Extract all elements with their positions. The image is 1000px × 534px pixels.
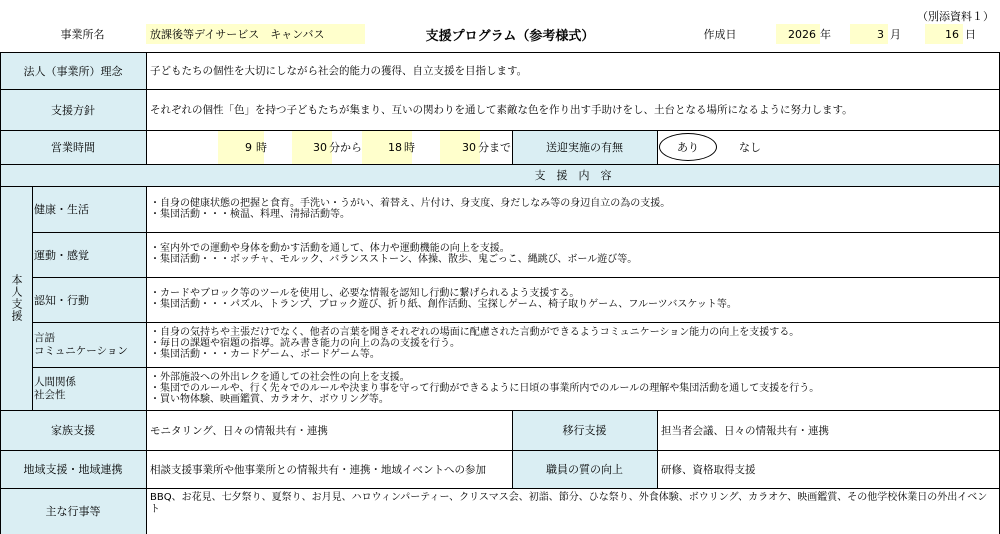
community-label: 地域支援・地域連携 xyxy=(23,463,123,476)
support-row-text: ・買い物体験、映画鑑賞、カラオケ、ボウリング等。 xyxy=(150,394,389,405)
start-hour: 9 xyxy=(245,140,252,154)
philosophy-label: 法人（事業所）理念 xyxy=(23,64,123,78)
support-row-text: ・室内外での運動や身体を動かす活動を通して、体力や運動機能の向上を支援。 xyxy=(150,243,510,254)
office-label: 事業所名 xyxy=(60,28,105,41)
self-support-label: 本人支援 xyxy=(10,274,23,322)
support-row-text: ・集団活動・・・検温、料理、清掃活動等。 xyxy=(150,209,350,220)
transport-option-no[interactable]: なし xyxy=(739,141,761,154)
support-section-title: 支 援 内 容 xyxy=(534,169,612,182)
created-day: 16 xyxy=(925,24,963,44)
staff-quality-text: 研修、資格取得支援 xyxy=(661,463,756,476)
family-support-text: モニタリング、日々の情報共有・連携 xyxy=(150,424,328,437)
hour-unit-1: 時 xyxy=(256,141,267,154)
transition-support-text: 担当者会議、日々の情報共有・連携 xyxy=(661,424,829,437)
transport-label: 送迎実施の有無 xyxy=(546,141,623,154)
support-row-label-cognition: 認知・行動 xyxy=(34,293,89,307)
family-support-label: 家族支援 xyxy=(51,424,95,437)
end-minute: 30 xyxy=(462,140,476,154)
support-row-text: ・毎日の課題や宿題の指導。読み書き能力の向上の為の支援を行う。 xyxy=(150,338,460,349)
attachment-note: （別添資料１） xyxy=(917,10,994,23)
support-row-label-social: 人間関係 社会性 xyxy=(34,376,76,401)
support-row-text: ・自身の健康状態の把握と食育。手洗い・うがい、着替え、片付け、身支度、身だしなみ等の身辺自立の為の支援。 xyxy=(150,198,671,209)
hour-unit-2: 時 xyxy=(404,141,415,154)
until-label: 分まで xyxy=(478,141,511,154)
page-title: 支援プログラム（参考様式） xyxy=(425,28,595,44)
start-minute: 30 xyxy=(313,140,327,154)
year-unit: 年 xyxy=(820,28,831,41)
transport-option-yes[interactable]: あり xyxy=(659,133,717,161)
support-row-text: ・集団活動・・・パズル、トランプ、ブロック遊び、折り紙、創作活動、宝探しゲーム、椅子取りゲーム、フルーツバスケット等。 xyxy=(150,299,737,310)
end-hour: 18 xyxy=(388,140,402,154)
support-row-text: ・自身の気持ちや主張だけでなく、他者の言葉を聞きそれぞれの場面に配慮された言動ができるようコミュニケーション能力の向上を支援する。 xyxy=(150,327,800,338)
hours-label: 営業時間 xyxy=(51,141,95,154)
support-row-label-language: 言語 コミュニケーション xyxy=(34,332,128,357)
office-name: 放課後等デイサービス キャンバス xyxy=(146,24,365,44)
support-row-text: ・外部施設への外出レクを通しての社会性の向上を支援。 xyxy=(150,372,410,383)
philosophy-text: 子どもたちの個性を大切にしながら社会的能力の獲得、自立支援を目指します。 xyxy=(150,65,528,77)
staff-quality-label: 職員の質の向上 xyxy=(546,463,623,476)
created-month: 3 xyxy=(850,24,888,44)
created-year: 2026 xyxy=(776,24,820,44)
month-unit: 月 xyxy=(890,28,901,41)
transition-support-label: 移行支援 xyxy=(562,424,607,437)
community-text: 相談支援事業所や他事業所との情報共有・連携・地域イベントへの参加 xyxy=(150,463,486,476)
events-label: 主な行事等 xyxy=(45,505,101,518)
day-unit: 日 xyxy=(965,28,976,41)
support-row-label-motor: 運動・感覚 xyxy=(34,248,89,262)
support-row-text: ・カードやブロック等のツールを使用し、必要な情報を認知し行動に繋げられるよう支援する。 xyxy=(150,288,580,299)
created-label: 作成日 xyxy=(703,28,737,41)
support-row-label-health: 健康・生活 xyxy=(34,203,89,216)
support-row-text: ・集団でのルールや、行く先々でのルールや決まり事を守って行動ができるように日頃の事業所内でのルールの理解や集団活動を通して支援を行う。 xyxy=(150,383,820,394)
from-label: 分から xyxy=(329,141,362,154)
policy-label: 支援方針 xyxy=(51,103,95,117)
support-row-text: ・集団活動・・・カードゲーム、ボードゲーム等。 xyxy=(150,349,380,360)
events-text: BBQ、お花見、七夕祭り、夏祭り、お月見、ハロウィンパーティー、クリスマス会、初詣、節分、ひな祭り、外食体験、ボウリング、カラオケ、映画鑑賞、その他学校休業日の外出イベント xyxy=(150,492,988,515)
support-row-text: ・集団活動・・・ボッチャ、モルック、バランスストーン、体操、散歩、鬼ごっこ、縄跳び、ボール遊び等。 xyxy=(150,254,638,265)
policy-text: それぞれの個性「色」を持つ子どもたちが集まり、互いの関わりを通して素敵な色を作り出す手助けをし、土台となる場所になるように努力します。 xyxy=(150,104,853,116)
